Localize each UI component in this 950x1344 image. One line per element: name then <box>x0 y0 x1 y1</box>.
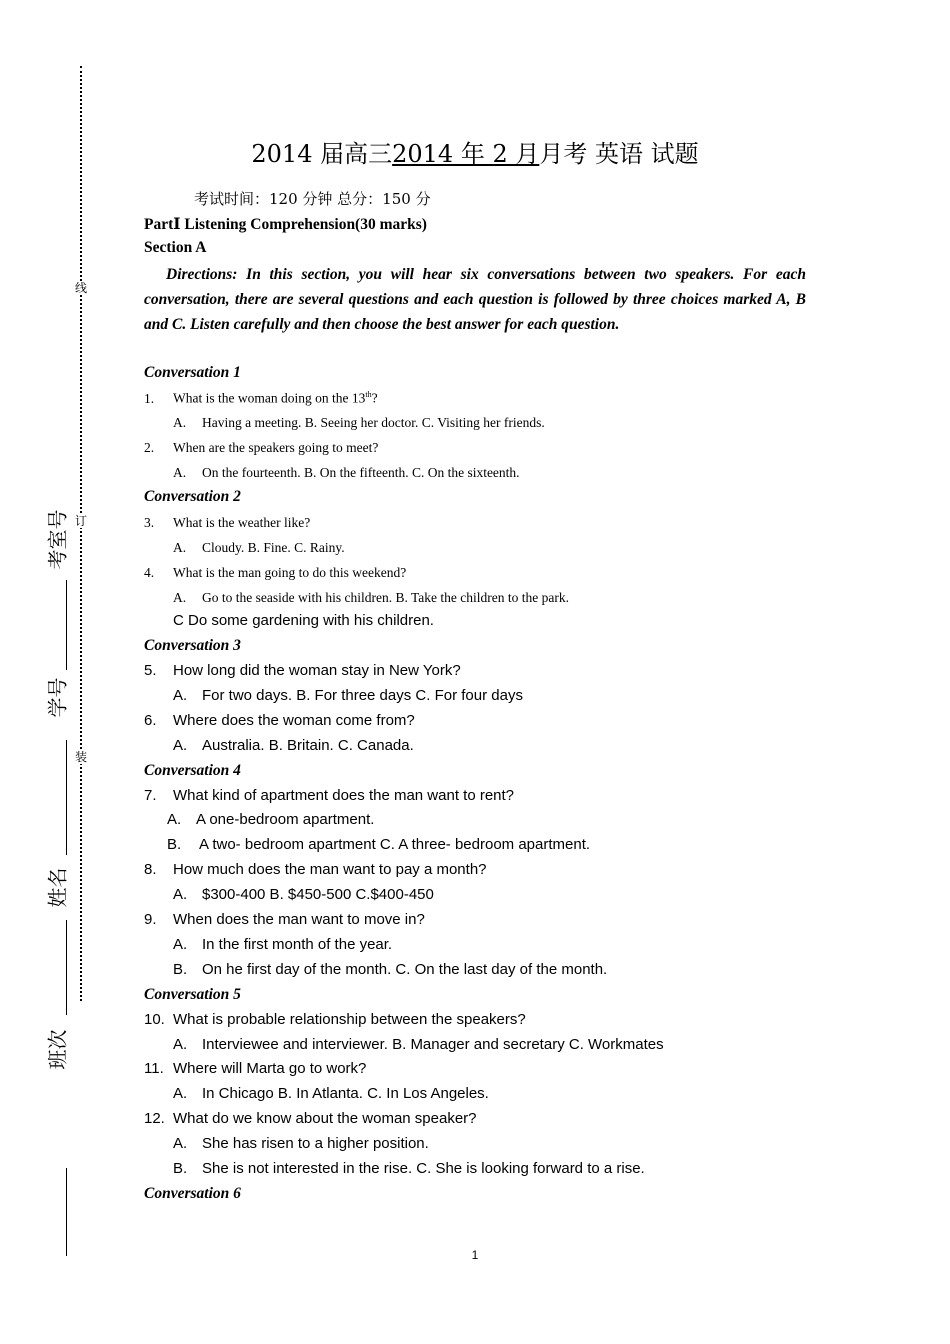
question-5-options <box>173 687 523 704</box>
option-text: Interviewee and interviewer. B. Manager and secretary C. Workmates <box>202 1036 664 1053</box>
question-4 <box>144 565 406 581</box>
option-text: Having a meeting. B. Seeing her doctor. C. Visiting her friends. <box>202 415 545 430</box>
question-11-options <box>173 1085 489 1102</box>
question-text: What kind of apartment does the man want to rent? <box>173 787 515 804</box>
question-1 <box>144 390 378 407</box>
section-a-heading: Section A <box>144 239 207 256</box>
question-text: When are the speakers going to meet? <box>173 440 379 455</box>
question-3-options <box>173 540 345 556</box>
question-3 <box>144 515 310 531</box>
option-letter: A. <box>173 540 187 555</box>
question-number: 5. <box>144 662 157 679</box>
question-4-options <box>173 590 569 606</box>
question-number: 12. <box>144 1110 165 1127</box>
option-text: A one-bedroom apartment. <box>196 811 375 828</box>
question-end: ? <box>371 390 378 406</box>
conversation-3-heading: Conversation 3 <box>144 637 241 654</box>
option-text: In the first month of the year. <box>202 936 393 953</box>
option-letter: A. <box>173 936 188 953</box>
page-number: 1 <box>471 1248 479 1262</box>
question-text: What is probable relationship between the speakers? <box>173 1011 526 1028</box>
part1-heading: PartⅠ Listening Comprehension(30 marks) <box>144 216 427 233</box>
question-number: 2. <box>144 440 155 455</box>
option-letter: B. <box>173 1160 188 1177</box>
question-number: 10. <box>144 1011 165 1028</box>
option-text: On the fourteenth. B. On the fifteenth. C. On the sixteenth. <box>202 465 520 480</box>
question-7-option-a <box>167 811 374 828</box>
question-12-option-b <box>173 1160 645 1177</box>
binder-staple-mark: 订 <box>74 514 87 528</box>
option-letter: A. <box>173 1036 188 1053</box>
question-8-options <box>173 886 434 903</box>
question-text: When does the man want to move in? <box>173 911 425 928</box>
conversation-1-heading: Conversation 1 <box>144 364 241 381</box>
student-number-blank <box>66 580 67 670</box>
question-number: 7. <box>144 787 157 804</box>
binder-bind-mark: 装 <box>74 750 87 764</box>
option-text: For two days. B. For three days C. For four days <box>202 687 523 704</box>
option-letter: A. <box>173 1135 188 1152</box>
question-8 <box>144 861 487 878</box>
question-2-options <box>173 465 520 481</box>
question-12-option-a <box>173 1135 429 1152</box>
conversation-4-heading: Conversation 4 <box>144 762 241 779</box>
name-blank <box>66 740 67 855</box>
exam-info: 考试时间：120 分钟 总分：150 分 <box>194 190 431 208</box>
option-letter: B. <box>173 961 188 978</box>
conversation-5-heading: Conversation 5 <box>144 986 241 1003</box>
question-number: 3. <box>144 515 155 530</box>
question-text: Where does the woman come from? <box>173 712 415 729</box>
question-number: 8. <box>144 861 157 878</box>
student-number-label: 学号 <box>45 677 70 718</box>
question-10 <box>144 1011 526 1028</box>
option-letter: A. <box>173 886 188 903</box>
question-6-options <box>173 737 414 754</box>
option-letter: B. <box>167 836 182 853</box>
question-number: 11. <box>144 1060 164 1077</box>
class-label: 班次 <box>45 1029 70 1070</box>
question-2 <box>144 440 378 456</box>
page-title <box>0 134 950 169</box>
directions: Directions: In this section, you will hear six conversations between two speakers. For each conversation, there are several questions and each question is followed by three choices marked A, B and C. Listen carefully and then choose the best answer for each question. <box>144 266 806 333</box>
option-text: Go to the seaside with his children. B. Take the children to the park. <box>202 590 569 605</box>
binder-line-mark: 线 <box>74 281 87 295</box>
margin-solid-line <box>66 1168 67 1256</box>
question-9 <box>144 911 425 928</box>
superscript: th <box>365 390 372 399</box>
option-letter: A. <box>173 415 187 430</box>
title-part-a: 2014 届高三 <box>251 140 393 168</box>
question-10-options <box>173 1036 664 1053</box>
option-text: Cloudy. B. Fine. C. Rainy. <box>202 540 345 555</box>
question-text: What do we know about the woman speaker? <box>173 1110 477 1127</box>
question-text: How much does the man want to pay a month? <box>173 861 487 878</box>
option-letter: A. <box>173 737 188 754</box>
option-letter: A. <box>167 811 182 828</box>
question-6 <box>144 712 415 729</box>
class-blank <box>66 920 67 1015</box>
question-number: 9. <box>144 911 157 928</box>
question-text: What is the weather like? <box>173 515 311 530</box>
question-5 <box>144 662 461 679</box>
option-text: She is not interested in the rise. C. She is looking forward to a rise. <box>202 1160 645 1177</box>
question-7 <box>144 787 514 804</box>
question-11 <box>144 1060 366 1077</box>
binding-dotted-line <box>80 66 82 1001</box>
option-letter: A. <box>173 465 187 480</box>
question-12 <box>144 1110 477 1127</box>
question-9-option-a <box>173 936 392 953</box>
question-text: What is the woman doing on the 13 <box>173 390 366 406</box>
conversation-2-heading: Conversation 2 <box>144 488 241 505</box>
question-text: Where will Marta go to work? <box>173 1060 367 1077</box>
option-text: A two- bedroom apartment C. A three- bedroom apartment. <box>199 836 591 853</box>
question-4-option-c: C Do some gardening with his children. <box>173 612 434 629</box>
option-text: She has risen to a higher position. <box>202 1135 429 1152</box>
question-1-options <box>173 415 545 431</box>
question-text: How long did the woman stay in New York? <box>173 662 461 679</box>
question-number: 4. <box>144 565 155 580</box>
title-part-b: 2014 年 2 月 <box>392 140 540 168</box>
question-7-option-b <box>167 836 590 853</box>
option-text: On he first day of the month. C. On the last day of the month. <box>202 961 608 978</box>
option-letter: A. <box>173 590 187 605</box>
option-text: Australia. B. Britain. C. Canada. <box>202 737 414 754</box>
exam-room-label: 考室号 <box>45 509 70 570</box>
question-number: 1. <box>144 390 155 406</box>
option-letter: A. <box>173 687 188 704</box>
name-label: 姓名 <box>45 867 70 908</box>
option-text: In Chicago B. In Atlanta. C. In Los Angeles. <box>202 1085 489 1102</box>
question-number: 6. <box>144 712 157 729</box>
option-text: $300-400 B. $450-500 C.$400-450 <box>202 886 434 903</box>
question-text: What is the man going to do this weekend? <box>173 565 407 580</box>
option-letter: A. <box>173 1085 188 1102</box>
conversation-6-heading: Conversation 6 <box>144 1185 241 1202</box>
question-9-option-b <box>173 961 607 978</box>
title-part-c: 月考 英语 试题 <box>539 140 699 168</box>
